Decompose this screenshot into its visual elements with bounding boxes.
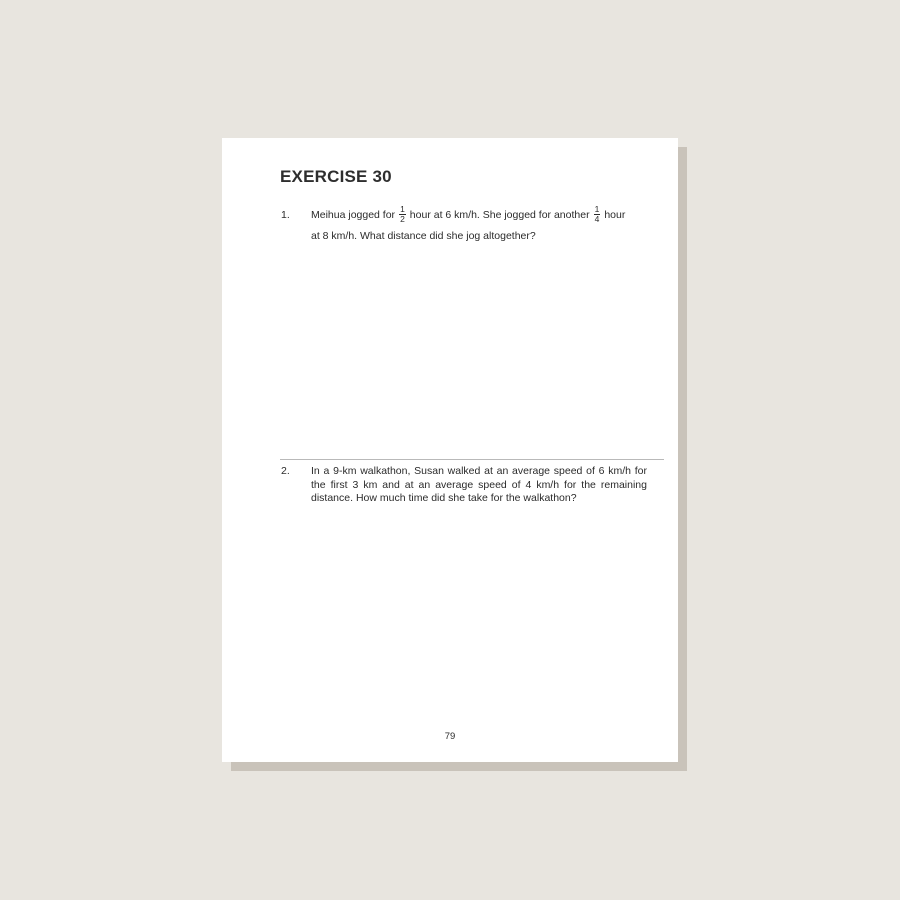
- question-1-line-1: [311, 205, 625, 224]
- fraction-denominator: 2: [400, 214, 405, 224]
- question-2-number: 2.: [281, 465, 290, 477]
- fraction-one-quarter: [594, 205, 601, 224]
- page-number: 79: [444, 731, 456, 742]
- question-1-text-part-1: Meihua jogged for: [311, 208, 396, 221]
- fraction-numerator: 1: [400, 204, 405, 214]
- question-1-text-part-2: hour at 6 km/h. She jogged for another: [409, 208, 590, 221]
- section-divider: [280, 459, 664, 460]
- fraction-one-half: [399, 205, 406, 224]
- fraction-denominator: 4: [594, 214, 600, 224]
- fraction-numerator: 1: [594, 204, 600, 214]
- exercise-title: EXERCISE 30: [280, 167, 392, 186]
- worksheet-page: [222, 138, 678, 762]
- question-1-text-part-3: hour: [604, 208, 626, 221]
- question-1-number: 1.: [281, 209, 290, 221]
- question-1-line-2: at 8 km/h. What distance did she jog altogether?: [311, 230, 536, 242]
- question-2-text: In a 9-km walkathon, Susan walked at an average speed of 6 km/h for the first 3 km and at an average speed of 4 km/h for the remaining distance. How much time did she take for the walkathon?: [311, 465, 647, 504]
